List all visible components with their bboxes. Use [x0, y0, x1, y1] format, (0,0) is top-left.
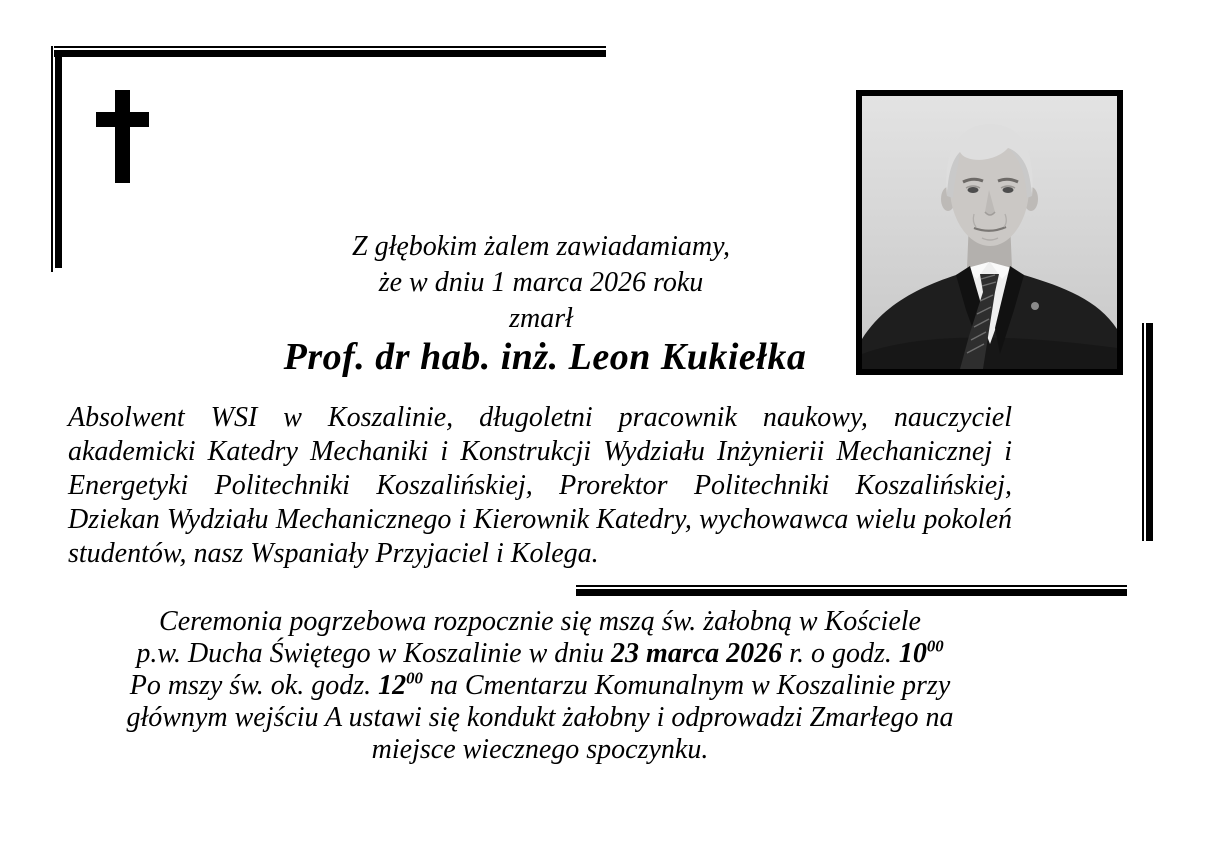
- ceremony-segment: na Cmentarzu Komunalnym w Koszalinie przy: [422, 670, 951, 701]
- cross-icon: [96, 90, 149, 183]
- ceremony-line: [95, 638, 985, 670]
- cross-vertical-bar: [115, 90, 130, 183]
- deceased-name: Prof. dr hab. inż. Leon Kukiełka: [283, 336, 807, 378]
- ceremony-emphasis: 23 marca 2026: [611, 638, 783, 669]
- ceremony-line: [95, 606, 985, 638]
- ceremony-segment: r. o godz.: [782, 638, 899, 669]
- frame-top-outer-line: [54, 46, 606, 48]
- ceremony-line: [95, 670, 985, 702]
- biography-paragraph: Absolwent WSI w Koszalinie, długoletni pracownik naukowy, nauczyciel akademicki Katedry Mechaniki i Konstrukcji Wydziału Inżynierii Mechanicznej i Energetyki Politechniki Koszalińskiej, Prorektor Politechniki Koszalińskiej, Dziekan Wydziału Mechanicznego i Kierownik Katedry, wychowawca wielu pokoleń studentów, nasz Wspaniały Przyjaciel i Kolega.: [68, 402, 1012, 569]
- ceremony-emphasis: 10: [898, 638, 927, 669]
- ceremony-paragraph: [95, 606, 985, 766]
- frame-left-outer-line: [51, 46, 53, 272]
- ceremony-emphasis: 00: [926, 636, 944, 656]
- ceremony-segment: głównym wejściu A ustawi się kondukt żałobny i odprowadzi Zmarłego na: [126, 702, 954, 733]
- ceremony-emphasis: 12: [378, 670, 407, 701]
- ceremony-line: [95, 734, 985, 766]
- ceremony-segment: p.w. Ducha Świętego w Koszalinie w dniu: [136, 638, 612, 669]
- frame-right-outer-line: [1142, 323, 1144, 541]
- frame-right-inner-line: [1146, 323, 1153, 541]
- intro-text: [160, 229, 922, 337]
- cross-horizontal-bar: [96, 112, 149, 127]
- frame-left-inner-line: [55, 50, 62, 268]
- intro-line-3: zmarł: [509, 303, 573, 334]
- ceremony-segment: miejsce wiecznego spoczynku.: [371, 734, 709, 765]
- ceremony-emphasis: 00: [406, 668, 423, 688]
- frame-top-inner-line: [54, 50, 606, 57]
- ceremony-segment: Po mszy św. ok. godz.: [129, 670, 379, 701]
- ceremony-segment: Ceremonia pogrzebowa rozpocznie się mszą św. żałobną w Kościele: [159, 606, 921, 637]
- intro-line-2: że w dniu 1 marca 2026 roku: [378, 267, 704, 298]
- ceremony-line: [95, 702, 985, 734]
- intro-line-1: Z głębokim żalem zawiadamiamy,: [352, 231, 730, 262]
- frame-bottom-inner-line: [576, 589, 1127, 596]
- frame-bottom-outer-line: [576, 585, 1127, 587]
